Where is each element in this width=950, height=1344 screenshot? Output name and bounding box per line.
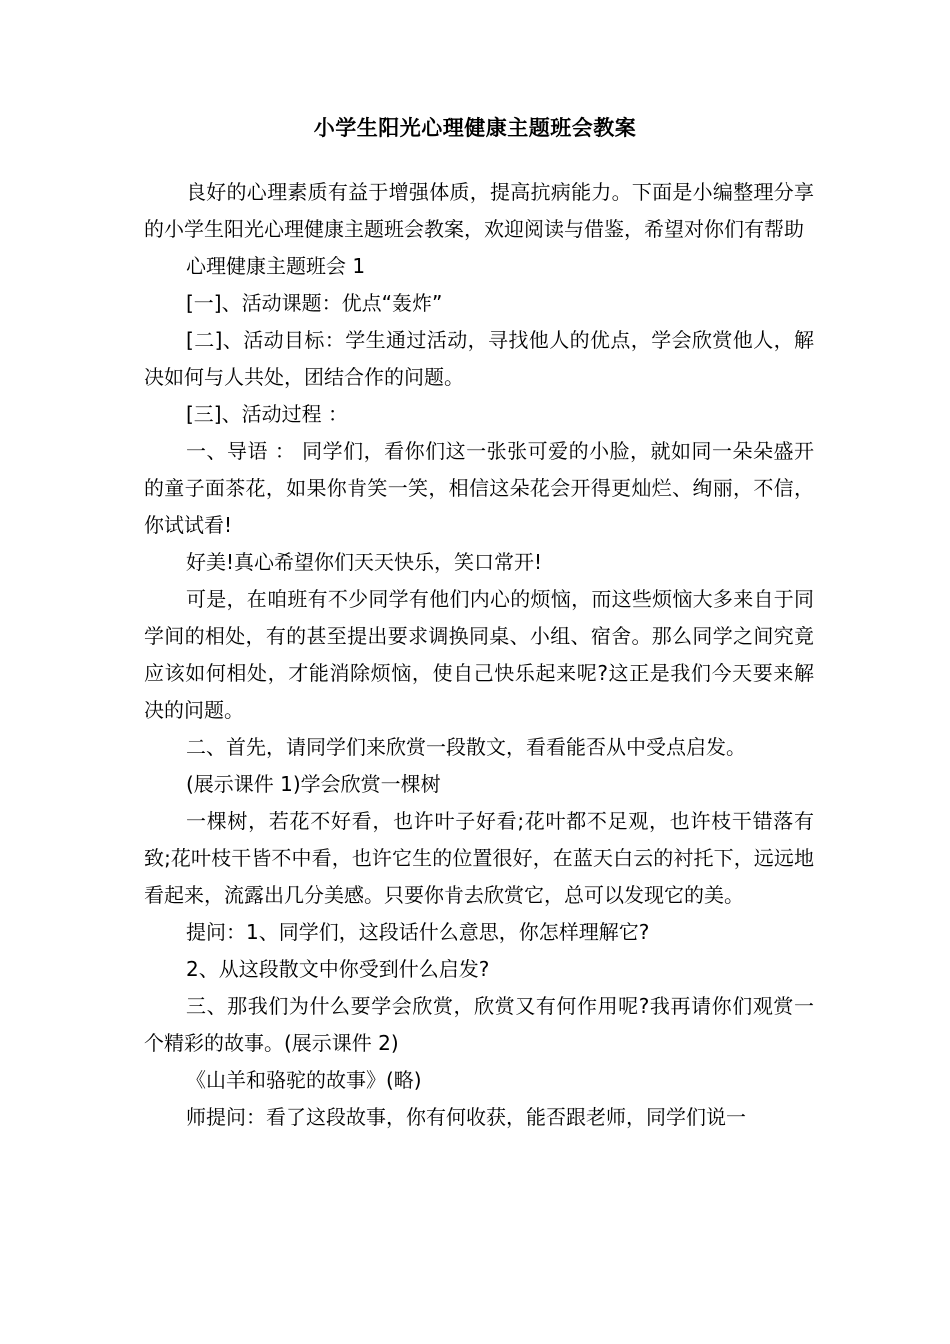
document-body xyxy=(144,174,814,1136)
paragraph-step-two: 二、首先，请同学们来欣赏一段散文，看看能否从中受点启发。 xyxy=(186,735,746,759)
paragraph-intro: 良好的心理素质有益于增强体质，提高抗病能力。下面是小编整理分享的小学生阳光心理健康主题班会教案，欢迎阅读与借鉴，希望对你们有帮助 xyxy=(144,180,814,241)
paragraph-section-heading: 心理健康主题班会 1 xyxy=(186,254,366,278)
paragraph-problem: 可是，在咱班有不少同学有他们内心的烦恼，而这些烦恼大多来自于同学间的相处，有的甚至提出要求调换同桌、小组、宿舍。那么同学之间究竟应该如何相处，才能消除烦恼，使自己快乐起来呢?这正是我们今天要来解决的问题。 xyxy=(144,587,814,722)
paragraph-step-three: 三、那我们为什么要学会欣赏，欣赏又有何作用呢?我再请你们观赏一个精彩的故事。(展示课件 2) xyxy=(144,994,814,1055)
paragraph-wish: 好美!真心希望你们天天快乐，笑口常开! xyxy=(186,550,543,574)
paragraph-question-1: 提问：1、同学们，这段话什么意思，你怎样理解它? xyxy=(186,920,650,944)
paragraph-courseware-1: (展示课件 1)学会欣赏一棵树 xyxy=(186,772,441,796)
paragraph-introduction: 一、导语 ： 同学们，看你们这一张张可爱的小脸，就如同一朵朵盛开的童子面茶花，如果你肯笑一笑，相信这朵花会开得更灿烂、绚丽，不信，你试试看! xyxy=(144,439,814,537)
document-title: 小学生阳光心理健康主题班会教案 xyxy=(313,116,637,140)
paragraph-activity-process: [三]、活动过程 ： xyxy=(186,402,348,426)
paragraph-tree-essay: 一棵树，若花不好看，也许叶子好看;花叶都不足观，也许枝干错落有致;花叶枝干皆不中看，也许它生的位置很好，在蓝天白云的衬托下，远远地看起来，流露出几分美感。只要你肯去欣赏它，总可以发现它的美。 xyxy=(144,809,814,907)
paragraph-teacher-question: 师提问：看了这段故事，你有何收获，能否跟老师，同学们说一 xyxy=(186,1105,746,1129)
paragraph-activity-topic: [一]、活动课题：优点“轰炸” xyxy=(186,291,443,315)
paragraph-activity-goal: [二]、活动目标：学生通过活动，寻找他人的优点，学会欣赏他人，解决如何与人共处，团结合作的问题。 xyxy=(144,328,814,389)
paragraph-question-2: 2、从这段散文中你受到什么启发? xyxy=(186,957,490,981)
paragraph-story-title: 《山羊和骆驼的故事》(略) xyxy=(186,1068,422,1092)
